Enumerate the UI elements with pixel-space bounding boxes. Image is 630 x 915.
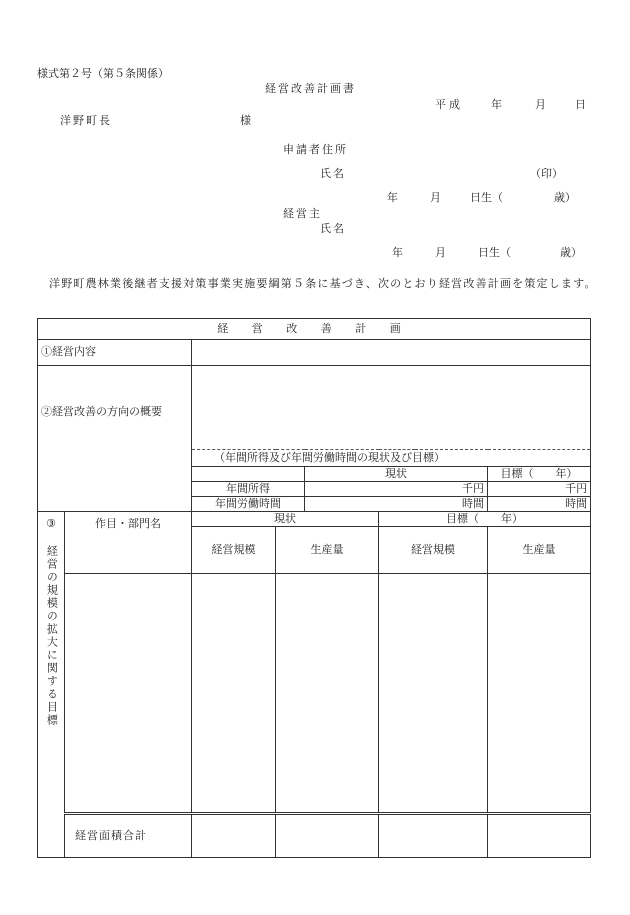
item3-label-column (38, 512, 65, 858)
target-scale-entry[interactable] (379, 574, 488, 814)
manager-label: 経営主 (283, 207, 322, 220)
scale-current-header: 現状 (192, 512, 379, 527)
annual-income-label: 年間所得 (192, 482, 305, 497)
intro-text: 洋野町農林業後継者支援対策事業実施要綱第５条に基づき、次のとおり経営改善計画を策定します。 (49, 277, 597, 290)
income-corner-cell (192, 467, 305, 482)
plan-title: 経 営 改 善 計 画 (38, 319, 591, 340)
applicant-birth-month: 月 (430, 191, 441, 204)
addressee: 洋野町長 (60, 114, 112, 127)
current-scale-header: 経営規模 (192, 527, 276, 574)
improvement-plan-table (37, 318, 591, 858)
item2-label: ②経営改善の方向の概要 (38, 366, 192, 512)
intro-paragraph (37, 275, 607, 292)
seal-mark: （印） (530, 167, 563, 180)
annual-hours-target[interactable]: 時間 (488, 497, 591, 512)
annual-income-target[interactable]: 千円 (488, 482, 591, 497)
applicant-address-label: 申請者住所 (283, 143, 348, 156)
total-current-output[interactable] (276, 814, 379, 858)
target-scale-header: 経営規模 (379, 527, 488, 574)
current-output-entry[interactable] (276, 574, 379, 814)
date-day: 日 (575, 98, 586, 111)
item1-content-field[interactable] (192, 340, 591, 366)
manager-name-label: 氏名 (320, 222, 346, 235)
addressee-honorific: 様 (240, 114, 251, 127)
total-target-output[interactable] (488, 814, 591, 858)
manager-birth-year: 年 (392, 246, 403, 259)
document-title: 経営改善計画書 (265, 82, 356, 95)
income-hours-heading: （年間所得及び年間労働時間の現状及び目標） (192, 450, 591, 467)
income-current-header: 現状 (305, 467, 488, 482)
date-month: 月 (535, 98, 546, 111)
manager-birth-month: 月 (435, 246, 446, 259)
date-era: 平成 (435, 98, 463, 111)
applicant-age: 歳） (554, 191, 576, 204)
total-current-scale[interactable] (192, 814, 276, 858)
current-output-header: 生産量 (276, 527, 379, 574)
applicant-birth-day: 日生（ (470, 191, 503, 204)
item3-vertical-title: 経営の規模の拡大に関する目標 (45, 544, 59, 727)
item2-overview-field[interactable] (192, 366, 591, 450)
annual-hours-current[interactable]: 時間 (305, 497, 488, 512)
manager-birth-day: 日生（ (478, 246, 511, 259)
scale-target-header: 目標（ 年） (379, 512, 591, 527)
form-number: 様式第２号（第５条関係） (37, 67, 169, 80)
crop-dept-entry[interactable] (65, 574, 192, 814)
crop-dept-header: 作目・部門名 (65, 512, 192, 574)
current-scale-entry[interactable] (192, 574, 276, 814)
applicant-birth-year: 年 (387, 191, 398, 204)
annual-hours-label: 年間労働時間 (192, 497, 305, 512)
item1-label: ①経営内容 (38, 340, 192, 366)
target-output-entry[interactable] (488, 574, 591, 814)
total-area-label: 経営面積合計 (65, 814, 192, 858)
applicant-name-label: 氏名 (320, 167, 346, 180)
income-target-header: 目標（ 年） (488, 467, 591, 482)
annual-income-current[interactable]: 千円 (305, 482, 488, 497)
total-target-scale[interactable] (379, 814, 488, 858)
item3-number: ③ (46, 517, 56, 530)
target-output-header: 生産量 (488, 527, 591, 574)
manager-age: 歳） (560, 246, 582, 259)
date-year: 年 (491, 98, 502, 111)
